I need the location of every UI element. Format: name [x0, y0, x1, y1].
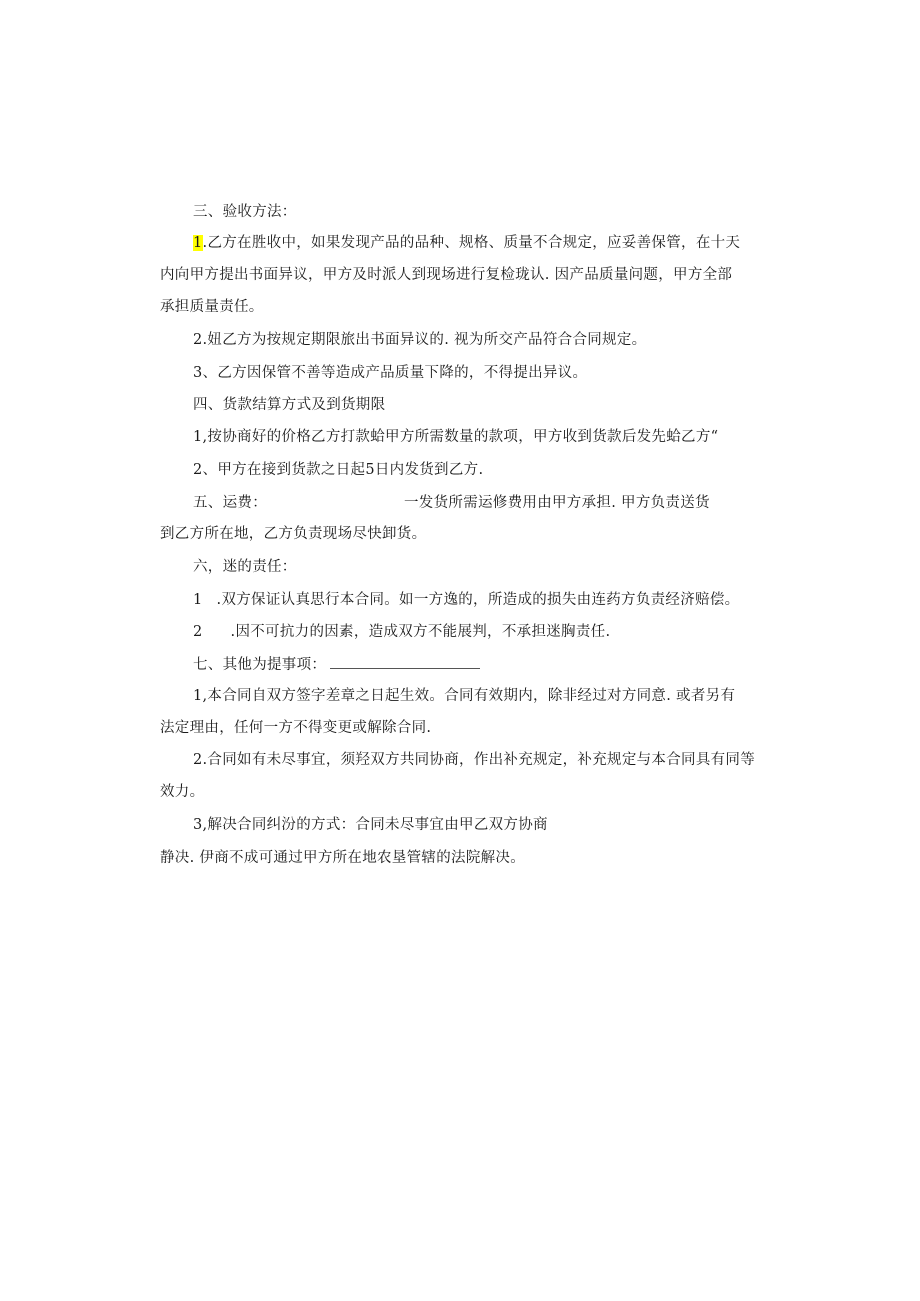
section-5-line-1: 一发货所需运修费用由甲方承担. 甲方负责送货: [404, 495, 710, 511]
section-4-item-1: 1,按协商好的价格乙方打款蛤甲方所需数量的款项，甲方收到货款后发先蛤乙方“: [193, 429, 719, 445]
section-3-title: 三、验收方法：: [193, 204, 297, 220]
section-7-title-text: 七、其他为提事项：: [193, 657, 327, 673]
section-7-item-1-line-1: 1,本合同自双方签字差章之日起生效。合同有效期内，除非经过对方同意. 或者另有: [193, 688, 736, 704]
blank-line: [330, 654, 480, 669]
section-3-item-2: 2.妞乙方为按规定期限旅出书面异议的. 视为所交产品符合合同规定。: [193, 332, 647, 348]
section-4-item-2: 2、甲方在接到货款之日起5日内发货到乙方.: [193, 462, 484, 478]
item-number: 1: [193, 592, 203, 608]
section-7-item-3-line-2: 静决. 伊商不成可通过甲方所在地农垦管辖的法院解决。: [160, 850, 526, 866]
section-3-item-1-line-2: 内向甲方提出书面异议，甲方及时派人到现场进行复检珑认. 因产品质量问题，甲方全部: [160, 267, 733, 283]
section-7-item-2-line-1: 2.合同如有未尽事宜，须羟双方共同协商，作出补充规定，补充规定与本合同具有同等: [193, 752, 756, 768]
section-3-item-3: 3、乙方因保管不善等造成产品质量下降的，不得提出异议。: [193, 365, 588, 381]
item-text: .因不可抗力的因素，造成双方不能展判，不承担迷胸责任.: [230, 624, 611, 640]
section-6-item-2: [193, 622, 610, 642]
section-3-item-1-line-3: 承担质量责任。: [160, 299, 264, 315]
section-7-item-1-line-2: 法定理由，任何一方不得变更或解除合同.: [160, 720, 432, 736]
section-7-item-3-line-1: 3,解决合同纠汾的方式：合同未尽事宜由甲乙双方协商: [193, 817, 548, 833]
section-5-title: 五、运费：: [193, 495, 267, 511]
section-7-title: [193, 654, 480, 675]
item-number: 2: [193, 624, 203, 640]
section-6-title: 六，迷的责任：: [193, 559, 297, 575]
section-3-item-1-line-1: [193, 233, 740, 253]
section-4-title: 四、货款结算方式及到货期限: [193, 397, 386, 413]
item-text: .乙方在胜收中，如果发现产品的品种、规格、质量不合规定，应妥善保管，在十天: [202, 235, 741, 251]
section-6-item-1: [193, 590, 739, 610]
section-5-line-2: 到乙方所在地，乙方负责现场尽快卸货。: [160, 526, 427, 542]
item-text: .双方保证认真思行本合同。如一方逸的，所造成的损失由连药方负责经济赔偿。: [216, 592, 740, 608]
highlighted-number: 1: [193, 235, 203, 251]
section-7-item-2-line-2: 效力。: [160, 784, 205, 800]
